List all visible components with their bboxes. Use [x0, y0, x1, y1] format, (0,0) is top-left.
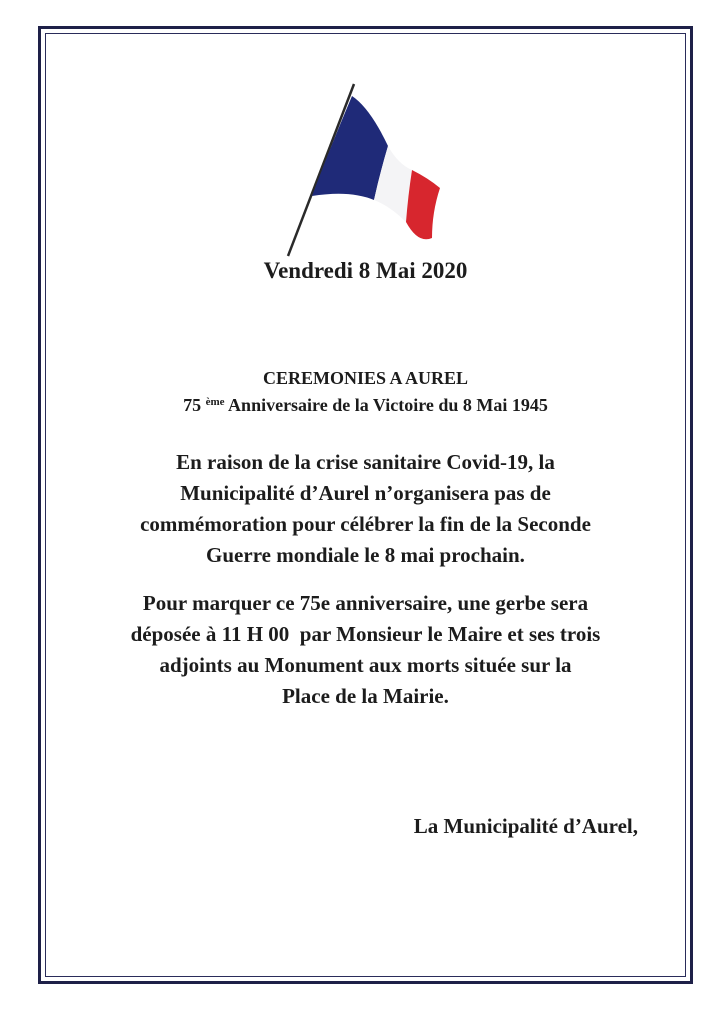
announcement-paragraph — [45, 447, 686, 571]
event-date: Vendredi 8 Mai 2020 — [263, 258, 468, 283]
heading-subtitle — [45, 390, 686, 417]
paragraph-line: Place de la Mairie. — [282, 684, 449, 708]
ceremony-heading — [45, 366, 686, 417]
paragraph-line: Guerre mondiale le 8 mai prochain. — [206, 543, 525, 567]
anniversary-number: 75 — [183, 395, 202, 415]
wreath-paragraph — [45, 588, 686, 712]
paragraph-line: adjoints au Monument aux morts située sur la — [159, 653, 572, 677]
flag-stripe-red — [406, 170, 440, 239]
paragraph-line: En raison de la crise sanitaire Covid-19, la — [176, 450, 555, 474]
paragraph-line: Municipalité d’Aurel n’organisera pas de — [180, 481, 551, 505]
paragraph-line: commémoration pour célébrer la fin de la Seconde — [140, 512, 591, 536]
heading-title: CEREMONIES A AUREL — [262, 368, 469, 388]
french-flag-icon — [280, 78, 450, 260]
anniversary-superscript: ème — [205, 396, 225, 408]
flag-stripe-blue — [312, 96, 388, 200]
paragraph-line: déposée à 11 H 00 par Monsieur le Maire et ses trois — [130, 622, 601, 646]
anniversary-text: Anniversaire de la Victoire du 8 Mai 1945 — [224, 395, 548, 415]
signature: La Municipalité d’Aurel, — [413, 814, 638, 838]
paragraph-line: Pour marquer ce 75e anniversaire, une gerbe sera — [142, 591, 589, 615]
